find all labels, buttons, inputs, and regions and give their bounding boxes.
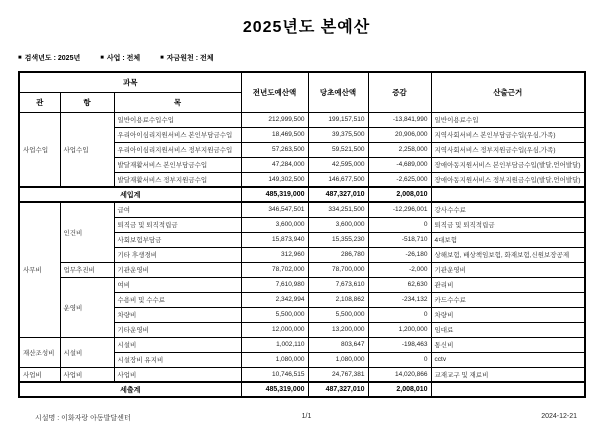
cell-basis: 장애아동지원서비스 본인부담금수입(발달,언어발달) <box>431 157 585 172</box>
cell-prev: 3,600,000 <box>241 217 308 232</box>
cell-basis: 4대보험 <box>431 232 585 247</box>
cell-basis: 지역사회서비스 정부지원금수입(우심,가족) <box>431 142 585 157</box>
cell-basis: 장애아동지원서비스 정부지원금수입(발달,언어발달) <box>431 172 585 187</box>
income-total-orig: 487,327,010 <box>308 187 368 202</box>
cell-mok: 우리아이심리지원서비스 정부지원금수입 <box>114 142 241 157</box>
square-bullet-icon: ■ <box>160 55 164 61</box>
cell-mok: 시설장비 유지비 <box>114 352 241 367</box>
cell-gwan-saeopbi: 사업비 <box>19 367 60 382</box>
col-header-gwan: 관 <box>19 92 60 112</box>
cell-mok: 발달재활서비스 본인부담금수입 <box>114 157 241 172</box>
cell-diff: 0 <box>368 307 431 322</box>
cell-diff: -234,132 <box>368 292 431 307</box>
cell-mok: 사회보험부담금 <box>114 232 241 247</box>
cell-orig: 3,600,000 <box>308 217 368 232</box>
cell-orig: 59,521,500 <box>308 142 368 157</box>
cell-hang-unyeongbi: 운영비 <box>60 277 114 337</box>
cell-orig: 2,108,862 <box>308 292 368 307</box>
cell-hang-siseolbi: 시설비 <box>60 337 114 367</box>
expense-total-diff: 2,008,010 <box>368 382 431 397</box>
cell-diff: 0 <box>368 352 431 367</box>
cell-mok: 일반이용료수입수입 <box>114 112 241 127</box>
cell-mok: 우리아이심리지원서비스 본인부담금수입 <box>114 127 241 142</box>
cell-diff: -26,180 <box>368 247 431 262</box>
cell-prev: 12,000,000 <box>241 322 308 337</box>
cell-diff: 20,906,000 <box>368 127 431 142</box>
cell-hang-ingeonbi: 인건비 <box>60 202 114 262</box>
cell-mok: 사업비 <box>114 367 241 382</box>
cell-basis: 기관운영비 <box>431 262 585 277</box>
cell-basis: 상해보험, 배상책임보험, 화재보험,신원보장공제 <box>431 247 585 262</box>
cell-basis: 차량비 <box>431 307 585 322</box>
cell-orig: 146,677,500 <box>308 172 368 187</box>
col-header-orig-budget: 당초예산액 <box>308 72 368 112</box>
cell-orig: 199,157,510 <box>308 112 368 127</box>
square-bullet-icon: ■ <box>100 55 104 61</box>
cell-diff: 0 <box>368 217 431 232</box>
col-header-subject: 과목 <box>19 72 241 92</box>
cell-basis: 강사수수료 <box>431 202 585 217</box>
cell-prev: 312,960 <box>241 247 308 262</box>
table-row <box>19 337 585 352</box>
filter-search-year <box>18 53 80 63</box>
filter-business-text: 사업 : 전체 <box>106 55 141 62</box>
cell-mok: 기타 후생경비 <box>114 247 241 262</box>
cell-prev: 212,999,500 <box>241 112 308 127</box>
cell-diff: -13,841,990 <box>368 112 431 127</box>
cell-diff: 1,200,000 <box>368 322 431 337</box>
cell-hang-eopmuchujinbi: 업무추진비 <box>60 262 114 277</box>
cell-prev: 57,263,500 <box>241 142 308 157</box>
cell-orig: 7,673,610 <box>308 277 368 292</box>
table-row <box>19 277 585 292</box>
expense-total-orig: 487,327,010 <box>308 382 368 397</box>
square-bullet-icon: ■ <box>18 55 22 61</box>
table-row <box>19 202 585 217</box>
cell-mok: 차량비 <box>114 307 241 322</box>
report-date: 2024-12-21 <box>541 413 577 420</box>
col-header-mok: 목 <box>114 92 241 112</box>
cell-basis: 지역사회서비스 본인부담금수입(우심,가족) <box>431 127 585 142</box>
expense-total-row <box>19 382 585 397</box>
page-number: 1/1 <box>301 413 312 420</box>
cell-orig: 1,080,000 <box>308 352 368 367</box>
cell-orig: 39,375,500 <box>308 127 368 142</box>
cell-mok: 기타운영비 <box>114 322 241 337</box>
budget-table <box>18 71 586 398</box>
cell-prev: 15,873,940 <box>241 232 308 247</box>
cell-prev: 7,610,980 <box>241 277 308 292</box>
cell-orig: 15,355,230 <box>308 232 368 247</box>
cell-mok: 여비 <box>114 277 241 292</box>
cell-diff: -198,463 <box>368 337 431 352</box>
cell-gwan-jaesanjoseongbi: 재산조성비 <box>19 337 60 367</box>
cell-gwan-samubi: 사무비 <box>19 202 60 337</box>
cell-orig: 286,780 <box>308 247 368 262</box>
cell-basis: 카드수수료 <box>431 292 585 307</box>
table-row <box>19 367 585 382</box>
cell-basis: cctv <box>431 352 585 367</box>
filter-business <box>100 53 140 63</box>
cell-prev: 10,746,515 <box>241 367 308 382</box>
table-row <box>19 112 585 127</box>
cell-prev: 346,547,501 <box>241 202 308 217</box>
cell-prev: 47,284,000 <box>241 157 308 172</box>
header-row-1 <box>19 72 585 92</box>
cell-basis: 퇴직금 및 퇴직적립금 <box>431 217 585 232</box>
cell-basis: 일반이용료수입 <box>431 112 585 127</box>
cell-prev: 18,469,500 <box>241 127 308 142</box>
cell-diff: -2,000 <box>368 262 431 277</box>
cell-diff: -12,296,001 <box>368 202 431 217</box>
income-total-prev: 485,319,000 <box>241 187 308 202</box>
cell-basis: 관리비 <box>431 277 585 292</box>
expense-total-basis-empty <box>431 382 585 397</box>
cell-basis: 통신비 <box>431 337 585 352</box>
col-header-prev-budget: 전년도예산액 <box>241 72 308 112</box>
cell-mok: 수용비 및 수수료 <box>114 292 241 307</box>
cell-orig: 13,200,000 <box>308 322 368 337</box>
cell-prev: 78,702,000 <box>241 262 308 277</box>
cell-orig: 24,767,381 <box>308 367 368 382</box>
filter-search-year-text: 검색년도 : 2025년 <box>24 55 81 62</box>
cell-diff: 2,258,000 <box>368 142 431 157</box>
cell-prev: 1,080,000 <box>241 352 308 367</box>
income-total-basis-empty <box>431 187 585 202</box>
income-total-row <box>19 187 585 202</box>
cell-prev: 5,500,000 <box>241 307 308 322</box>
filter-bar <box>18 53 214 63</box>
cell-orig: 5,500,000 <box>308 307 368 322</box>
expense-total-prev: 485,319,000 <box>241 382 308 397</box>
cell-hang-saeopbi: 사업비 <box>60 367 114 382</box>
col-header-hang: 항 <box>60 92 114 112</box>
cell-mok: 급여 <box>114 202 241 217</box>
cell-gwan-income: 사업수입 <box>19 112 60 187</box>
cell-mok: 시설비 <box>114 337 241 352</box>
cell-mok: 기관운영비 <box>114 262 241 277</box>
cell-orig: 334,251,500 <box>308 202 368 217</box>
cell-diff: 14,020,866 <box>368 367 431 382</box>
cell-basis: 임대료 <box>431 322 585 337</box>
income-total-diff: 2,008,010 <box>368 187 431 202</box>
cell-hang-income: 사업수입 <box>60 112 114 187</box>
table-row <box>19 262 585 277</box>
facility-value: 이화자랑 아동발달센터 <box>61 415 131 422</box>
cell-diff: -518,710 <box>368 232 431 247</box>
cell-prev: 2,342,994 <box>241 292 308 307</box>
cell-prev: 149,302,500 <box>241 172 308 187</box>
cell-mok: 발달재활서비스 정부지원금수입 <box>114 172 241 187</box>
cell-diff: -2,625,000 <box>368 172 431 187</box>
col-header-basis: 산출근거 <box>431 72 585 112</box>
cell-prev: 1,002,110 <box>241 337 308 352</box>
filter-fund-source <box>160 53 213 63</box>
cell-diff: 62,630 <box>368 277 431 292</box>
cell-orig: 78,700,000 <box>308 262 368 277</box>
filter-fund-source-text: 자금원천 : 전체 <box>166 55 214 62</box>
facility-label: 시설명 : <box>35 415 60 422</box>
cell-mok: 퇴직금 및 퇴직적립금 <box>114 217 241 232</box>
col-header-diff: 증감 <box>368 72 431 112</box>
cell-orig: 803,647 <box>308 337 368 352</box>
cell-diff: -4,689,000 <box>368 157 431 172</box>
income-total-label: 세입계 <box>19 187 241 202</box>
cell-orig: 42,595,000 <box>308 157 368 172</box>
expense-total-label: 세출계 <box>19 382 241 397</box>
page-title: 2025년도 본예산 <box>242 19 371 36</box>
cell-basis: 교재교구 및 재료비 <box>431 367 585 382</box>
